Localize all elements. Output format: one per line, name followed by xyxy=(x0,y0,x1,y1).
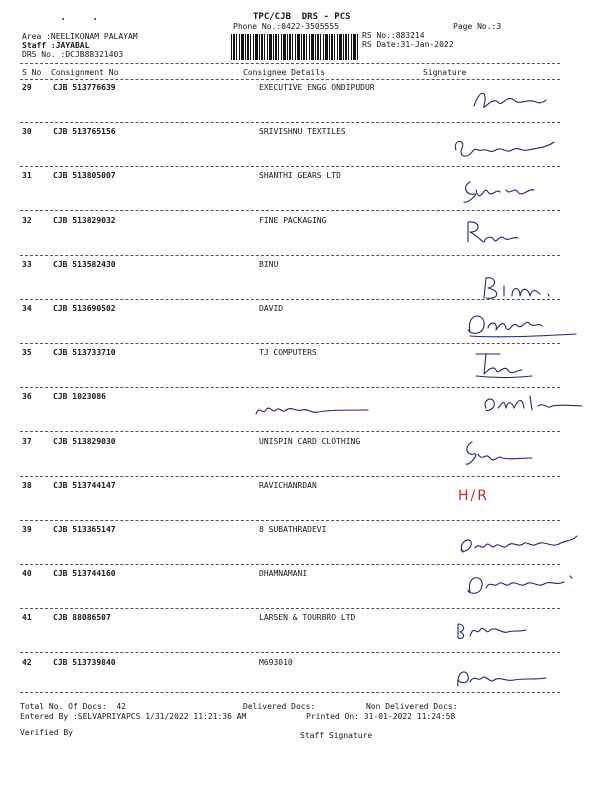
signature-40 xyxy=(460,568,580,598)
row-consignee: BINU xyxy=(259,260,279,269)
row-consignee: SRIVISHNU TEXTILES xyxy=(259,127,346,136)
signature-39 xyxy=(455,528,585,558)
divider xyxy=(20,79,560,80)
area-label: Area :NEELIKONAM PALAYAM xyxy=(22,32,138,41)
row-divider xyxy=(20,166,560,167)
row-consignment-number: CJB 513365147 xyxy=(53,525,116,534)
drs-number: DRS No. :DCJB88321403 xyxy=(22,50,124,59)
printed-on: Printed On: 31-01-2022 11:24:58 xyxy=(306,712,456,721)
entered-by: Entered By :SELVAPRIYAPCS 1/31/2022 11:21:36 AM xyxy=(20,712,247,721)
row-consignment-number: CJB 88086507 xyxy=(53,613,111,622)
row-divider xyxy=(20,652,560,653)
delivered-docs: Delivered Docs: xyxy=(243,702,316,711)
row-consignee: DAVID xyxy=(259,304,284,313)
row-serial-number: 32 xyxy=(22,216,32,225)
row-divider xyxy=(20,343,560,344)
row-consignment-number: CJB 513739840 xyxy=(53,658,116,667)
row-consignment-number: CJB 513690502 xyxy=(53,304,116,313)
row-divider xyxy=(20,564,560,565)
signature-36-left xyxy=(252,400,372,420)
column-consignment: Consignment No xyxy=(51,68,119,77)
signature-32 xyxy=(460,218,530,248)
phone-number: Phone No.:0422-3505555 xyxy=(233,22,339,31)
signature-31 xyxy=(460,176,540,210)
row-serial-number: 33 xyxy=(22,260,32,269)
divider xyxy=(20,63,560,64)
total-docs: Total No. Of Docs: 42 xyxy=(20,702,126,711)
verified-by: Verified By xyxy=(20,728,73,737)
row-serial-number: 29 xyxy=(22,83,32,92)
signature-34 xyxy=(460,306,580,340)
row-consignment-number: CJB 513776639 xyxy=(53,83,116,92)
row-consignee: LARSEN & TOURBRO LTD xyxy=(259,613,356,622)
row-serial-number: 42 xyxy=(22,658,32,667)
row-divider xyxy=(20,608,560,609)
signature-38-hr: H/R xyxy=(458,488,489,504)
row-serial-number: 41 xyxy=(22,613,32,622)
row-consignment-number: CJB 513744160 xyxy=(53,569,116,578)
row-serial-number: 36 xyxy=(22,392,32,401)
rs-date: RS Date:31-Jan-2022 xyxy=(362,40,454,49)
row-consignment-number: CJB 513829032 xyxy=(53,216,116,225)
row-divider xyxy=(20,476,560,477)
signature-36-right xyxy=(478,390,588,420)
row-serial-number: 30 xyxy=(22,127,32,136)
signature-37 xyxy=(460,436,540,472)
row-consignee: TJ COMPUTERS xyxy=(259,348,317,357)
row-divider xyxy=(20,122,560,123)
row-serial-number: 34 xyxy=(22,304,32,313)
row-consignment-number: CJB 1023086 xyxy=(53,392,106,401)
row-consignee: 8 SUBATHRADEVI xyxy=(259,525,327,534)
staff-signature: Staff Signature xyxy=(300,731,373,740)
signature-42 xyxy=(452,662,552,692)
signature-41 xyxy=(452,616,532,646)
row-divider xyxy=(20,431,560,432)
row-consignee: UNISPIN CARD CLOTHING xyxy=(259,437,361,446)
row-consignment-number: CJB 513829030 xyxy=(53,437,116,446)
row-serial-number: 38 xyxy=(22,481,32,490)
signature-35 xyxy=(470,350,540,380)
row-divider xyxy=(20,692,560,693)
row-consignment-number: CJB 513582430 xyxy=(53,260,116,269)
row-serial-number: 35 xyxy=(22,348,32,357)
row-consignee: SHANTHI GEARS LTD xyxy=(259,171,341,180)
row-divider xyxy=(20,387,560,388)
staff-label: Staff :JAYABAL xyxy=(22,41,90,50)
row-consignee: RAVICHANRDAN xyxy=(259,481,317,490)
row-divider xyxy=(20,520,560,521)
row-serial-number: 37 xyxy=(22,437,32,446)
row-consignee: M693010 xyxy=(259,658,293,667)
column-sno: S No xyxy=(22,68,42,77)
row-consignee: FINE PACKAGING xyxy=(259,216,327,225)
barcode xyxy=(231,34,358,60)
scan-speck xyxy=(94,18,96,20)
scan-speck xyxy=(62,18,64,20)
column-consignee: Consignee Details xyxy=(243,68,325,77)
non-delivered-docs: Non Delivered Docs: xyxy=(366,702,458,711)
row-consignee: DHAMNAMANI xyxy=(259,569,308,578)
document-title: TPC/CJB DRS - PCS xyxy=(253,12,351,22)
row-consignment-number: CJB 513805007 xyxy=(53,171,116,180)
row-consignee: EXECUTIVE ENGG ONDIPUDUR xyxy=(259,83,375,92)
page-number: Page No.:3 xyxy=(453,22,502,31)
row-divider xyxy=(20,210,560,211)
row-divider xyxy=(20,255,560,256)
signature-33 xyxy=(478,272,558,302)
column-signature: Signature xyxy=(423,68,467,77)
signature-30 xyxy=(450,132,560,162)
row-consignment-number: CJB 513744147 xyxy=(53,481,116,490)
row-consignment-number: CJB 513765156 xyxy=(53,127,116,136)
rs-number: RS No.:883214 xyxy=(362,31,425,40)
row-consignment-number: CJB 513733710 xyxy=(53,348,116,357)
signature-29 xyxy=(470,84,550,114)
row-serial-number: 40 xyxy=(22,569,32,578)
row-serial-number: 39 xyxy=(22,525,32,534)
row-serial-number: 31 xyxy=(22,171,32,180)
